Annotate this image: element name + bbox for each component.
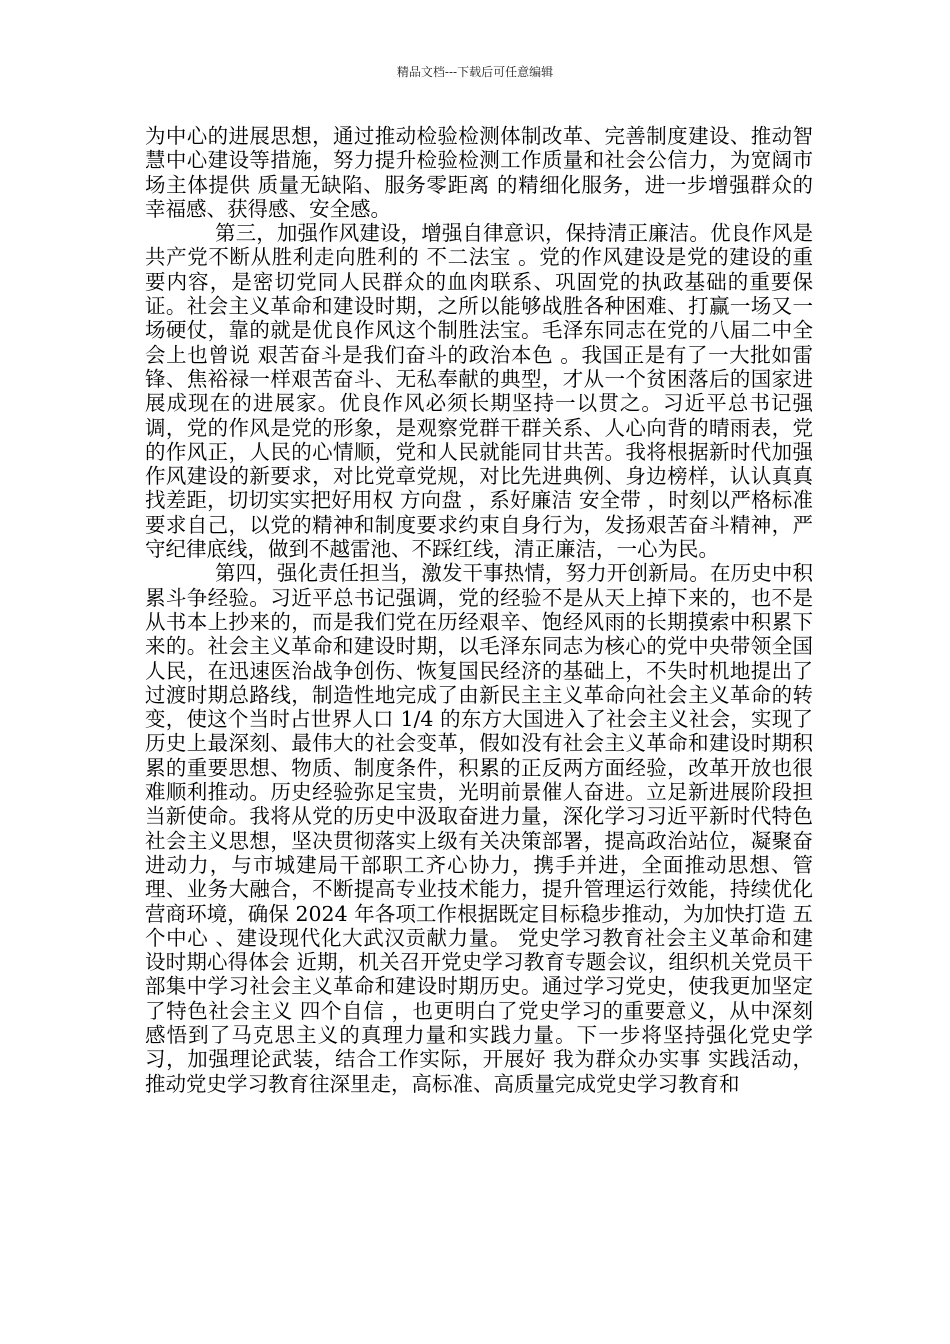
page-header: 精品文档---下载后可任意编辑	[396, 65, 554, 79]
document-body	[145, 124, 813, 1096]
paragraph-third-point: 第三，加强作风建设，增强自律意识，保持清正廉洁。优良作风是共产党不断从胜利走向胜利的 不二法宝 。党的作风建设是党的建设的重要内容，是密切党同人民群众的血肉联系、巩固党的执政基础的重要保证。社会主义革命和建设时期，之所以能够战胜各种困难、打赢一场又一场硬仗，靠的就是优良作风这个制胜法宝。毛泽东同志在党的八届二中全会上也曾说 艰苦奋斗是我们奋斗的政治本色 。我国正是有了一大批如雷锋、焦裕禄一样艰苦奋斗、无私奉献的典型，才从一个贫困落后的国家进展成现在的进展家。优良作风必须长期坚持一以贯之。习近平总书记强调，党的作风是党的形象，是观察党群干群关系、人心向背的晴雨表，党的作风正，人民的心情顺，党和人民就能同甘共苦。我将根据新时代加强作风建设的新要求，对比党章党规，对比先进典例、身边榜样，认认真真找差距，切切实实把好用权 方向盘 ，系好廉洁 安全带 ，时刻以严格标准要求自己，以党的精神和制度要求约束自身行为，发扬艰苦奋斗精神，严守纪律底线，做到不越雷池、不踩红线，清正廉洁，一心为民。	[145, 221, 813, 562]
paragraph-intro-continuation: 为中心的进展思想，通过推动检验检测体制改革、完善制度建设、推动智慧中心建设等措施，努力提升检验检测工作质量和社会公信力，为宽阔市场主体提供 质量无缺陷、服务零距离 的精细化服务，进一步增强群众的幸福感、获得感、安全感。	[145, 124, 813, 221]
paragraph-fourth-point: 第四，强化责任担当，激发干事热情，努力开创新局。在历史中积累斗争经验。习近平总书记强调，党的经验不是从天上掉下来的，也不是从书本上抄来的，而是我们党在历经艰辛、饱经风雨的长期摸索中积累下来的。社会主义革命和建设时期，以毛泽东同志为核心的党中央带领全国人民，在迅速医治战争创伤、恢复国民经济的基础上，不失时机地提出了过渡时期总路线，制造性地完成了由新民主主义革命向社会主义革命的转变，使这个当时占世界人口 1/4 的东方大国进入了社会主义社会，实现了历史上最深刻、最伟大的社会变革，假如没有社会主义革命和建设时期积累的重要思想、物质、制度条件，积累的正反两方面经验，改革开放也很难顺利推动。历史经验弥足宝贵，光明前景催人奋进。立足新进展阶段担当新使命。我将从党的历史中汲取奋进力量，深化学习习近平新时代特色社会主义思想，坚决贯彻落实上级有关决策部署，提高政治站位，凝聚奋进动力，与市城建局干部职工齐心协力，携手并进，全面推动思想、管理、业务大融合，不断提高专业技术能力，提升管理运行效能，持续优化营商环境，确保 2024 年各项工作根据既定目标稳步推动，为加快打造 五个中心 、建设现代化大武汉贡献力量。 党史学习教育社会主义革命和建设时期心得体会 近期，机关召开党史学习教育专题会议，组织机关党员干部集中学习社会主义革命和建设时期历史。通过学习党史，使我更加坚定了特色社会主义 四个自信 ，也更明白了党史学习的重要意义，从中深刻感悟到了马克思主义的真理力量和实践力量。下一步将坚持强化党史学习，加强理论武装，结合工作实际，开展好 我为群众办实事 实践活动，推动党史学习教育往深里走，高标准、高质量完成党史学习教育和	[145, 561, 813, 1096]
